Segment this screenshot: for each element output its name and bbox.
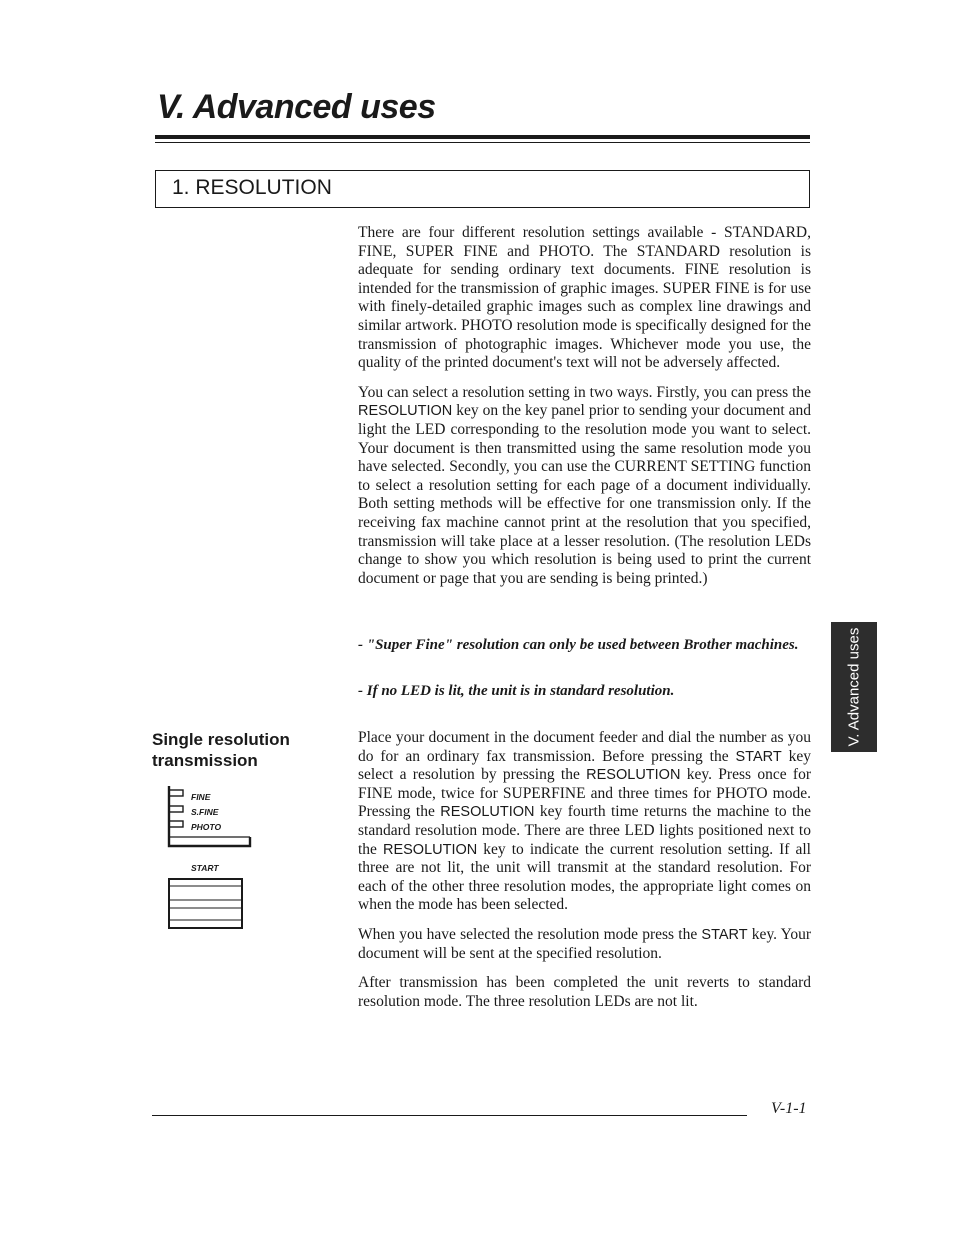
- text: key fourth time returns the machine to the standard resolution mode. There are three LED lights positioned next to the: [358, 803, 811, 858]
- note-no-led: [358, 682, 810, 701]
- text: key on the key panel prior to sending your document and light the LED corresponding to the resolution mode you want to select. Your document is then transmitted using the same resolution mode you have selected. Secondly, you can use the CURRENT SETTING function to select a resolution setting for each page of a document individually. Both setting methods will be effective for one transmission only. If the receiving fax machine cannot print at the resolution that you specified, transmission will take place at a lesser resolution. (The resolution LEDs change to show you which resolution is being used to print the current document or page that you are sending is being printed.): [358, 402, 811, 587]
- note-dash: -: [358, 683, 363, 699]
- text: Place your document in the document feeder and dial the number as you do for an ordinary fax transmission. Before pressing the: [358, 729, 811, 765]
- single-resolution-body: [358, 729, 811, 1011]
- note-text: "Super Fine" resolution can only be used between Brother machines.: [366, 637, 799, 653]
- start-key-text: START: [701, 926, 748, 943]
- led-photo-icon: [169, 821, 183, 827]
- intro-body: [358, 224, 811, 588]
- led-label-sfine: S.FINE: [191, 807, 219, 817]
- chapter-side-tab: [831, 622, 877, 752]
- text: When you have selected the resolution mode press the: [358, 925, 702, 943]
- note-super-fine: [358, 636, 810, 655]
- start-key-label: START: [191, 863, 219, 873]
- text: You can select a resolution setting in two ways. Firstly, you can press the: [358, 383, 811, 401]
- footer-rule: [152, 1115, 747, 1116]
- side-tab-label: V. Advanced uses: [845, 627, 863, 747]
- resolution-key-text: RESOLUTION: [440, 804, 535, 821]
- chapter-rule: [155, 135, 810, 139]
- note-dash: -: [358, 637, 363, 653]
- section-title: 1. RESOLUTION: [172, 176, 332, 199]
- led-label-photo: PHOTO: [191, 822, 222, 832]
- led-sfine-icon: [169, 806, 183, 812]
- chapter-title: V. Advanced uses: [157, 88, 436, 126]
- single-paragraph-1: [358, 729, 811, 915]
- text: key. Your document will be sent at the specified resolution.: [358, 925, 811, 962]
- note-text: If no LED is lit, the unit is in standard resolution.: [366, 683, 675, 699]
- text: key to indicate the current resolution setting. If all three are not lit, the unit will transmit at the standard resolution. For each of the other three resolution modes, the appropriate light comes on when the mode has been selected.: [358, 840, 811, 914]
- resolution-key-text: RESOLUTION: [382, 841, 478, 858]
- single-paragraph-3: After transmission has been completed the unit reverts to standard resolution mode. The three resolution LEDs are not lit.: [358, 974, 811, 1010]
- resolution-key-text: RESOLUTION: [586, 767, 681, 784]
- led-fine-icon: [169, 790, 183, 796]
- chapter-rule-thin: [155, 142, 810, 143]
- text: key. Press once for FINE mode, twice for SUPERFINE and three times for PHOTO mode. Pressing the: [358, 766, 811, 821]
- single-paragraph-2: [358, 926, 811, 963]
- intro-paragraph-1: There are four different resolution settings available - STANDARD, FINE, SUPER FINE and PHOTO. The STANDARD resolution is adequate for sending ordinary text documents. FINE resolution is intended for the transmission of graphic images. SUPER FINE is for use with finely-detailed graphic images such as complex line drawings and similar artwork. PHOTO resolution mode is specifically designed for the transmission of photographic images. Whichever mode you use, the quality of the printed document's text will not be adversely affected.: [358, 224, 811, 372]
- subsection-heading: Single resolution transmission: [152, 730, 290, 770]
- page-number: V-1-1: [771, 1100, 807, 1117]
- intro-paragraph-2: [358, 384, 811, 589]
- resolution-key-label: RESOLUTION: [358, 403, 453, 420]
- led-label-fine: FINE: [191, 792, 211, 802]
- text: key select a resolution by pressing the: [358, 747, 811, 784]
- section-header-box: [155, 170, 810, 208]
- start-key-text: START: [735, 748, 782, 765]
